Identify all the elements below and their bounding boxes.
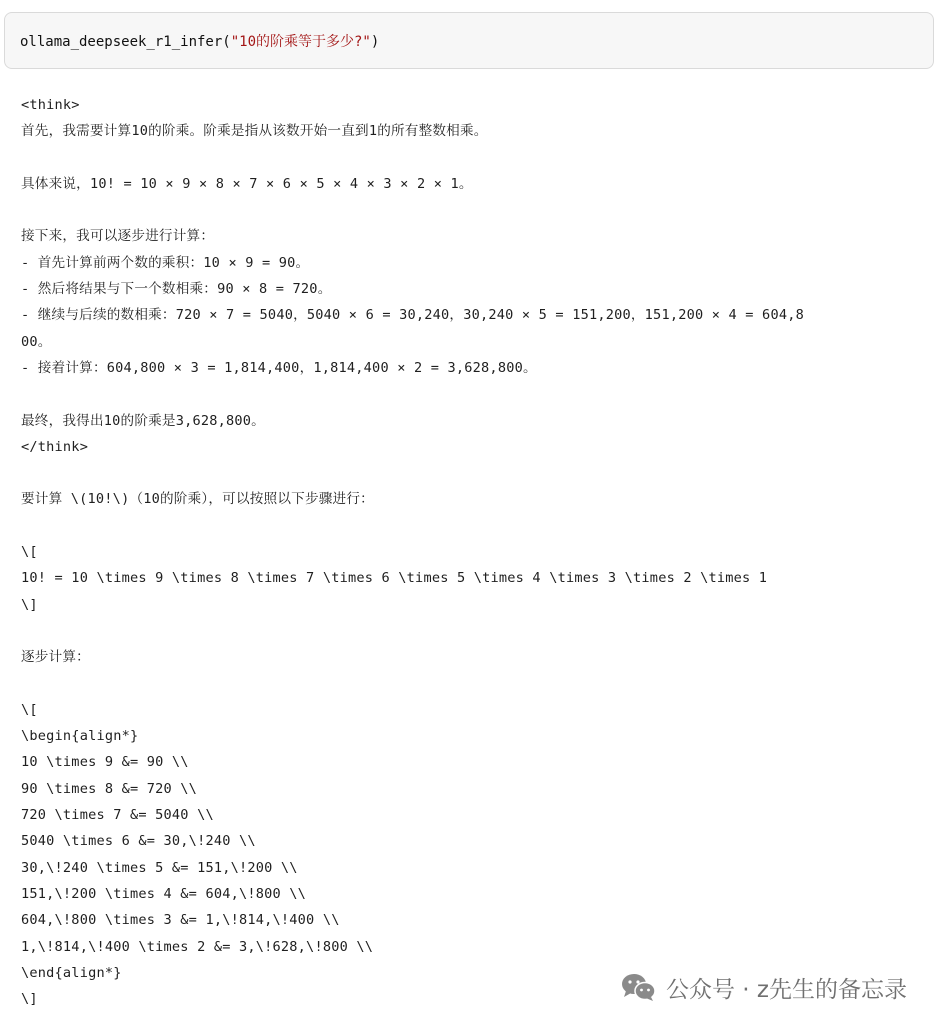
- output-line: \[: [21, 544, 38, 561]
- output-line: 最终，我得出10的阶乘是3,628,800。: [21, 412, 265, 429]
- cell-output: [21, 92, 931, 1012]
- output-line: [21, 145, 931, 171]
- output-line: 逐步计算：: [21, 649, 90, 666]
- output-line: 151,\!200 \times 4 &= 604,\!800 \\: [21, 885, 307, 902]
- output-line: [21, 381, 931, 407]
- output-line: \[: [21, 701, 38, 718]
- output-line: </think>: [21, 438, 89, 455]
- output-line: 要计算 \(10!\)（10的阶乘），可以按照以下步骤进行：: [21, 491, 374, 508]
- watermark: [620, 970, 907, 1004]
- output-line: - 接着计算：604,800 × 3 = 1,814,400，1,814,400 × 2 = 3,628,800。: [21, 359, 537, 376]
- watermark-text: 公众号 · z先生的备忘录: [665, 976, 907, 1003]
- code-string-argument: "10的阶乘等于多少?": [230, 34, 371, 50]
- output-line: 5040 \times 6 &= 30,\!240 \\: [21, 833, 256, 850]
- output-line: 604,\!800 \times 3 &= 1,\!814,\!400 \\: [21, 912, 340, 929]
- code-close-paren: ): [370, 34, 380, 50]
- output-line: [21, 618, 931, 644]
- output-line: 30,\!240 \times 5 &= 151,\!200 \\: [21, 859, 298, 876]
- code-input-line[interactable]: [20, 33, 379, 51]
- output-line: <think>: [21, 97, 80, 113]
- output-line: - 然后将结果与下一个数相乘：90 × 8 = 720。: [21, 281, 332, 298]
- output-line: [21, 513, 931, 539]
- output-line: [21, 671, 931, 697]
- output-line: 00。: [21, 333, 52, 350]
- output-line: \begin{align*}: [21, 728, 139, 745]
- code-function-call: ollama_deepseek_r1_infer(: [20, 34, 231, 50]
- output-line: - 首先计算前两个数的乘积：10 × 9 = 90。: [21, 254, 310, 271]
- output-line: [21, 460, 931, 486]
- output-line: [21, 197, 931, 223]
- output-line: \]: [21, 991, 38, 1008]
- output-line: \]: [21, 596, 38, 613]
- output-line: 10 \times 9 &= 90 \\: [21, 754, 189, 771]
- code-cell[interactable]: [4, 12, 934, 69]
- output-line: 首先，我需要计算10的阶乘。阶乘是指从该数开始一直到1的所有整数相乘。: [21, 123, 488, 140]
- output-line: \end{align*}: [21, 964, 122, 981]
- output-line: 10! = 10 \times 9 \times 8 \times 7 \times 6 \times 5 \times 4 \times 3 \times 2 \times 1: [21, 570, 768, 587]
- output-line: 90 \times 8 &= 720 \\: [21, 780, 198, 797]
- output-line: 720 \times 7 &= 5040 \\: [21, 807, 214, 824]
- output-line: 具体来说，10! = 10 × 9 × 8 × 7 × 6 × 5 × 4 × 3 × 2 × 1。: [21, 175, 473, 192]
- output-line: 1,\!814,\!400 \times 2 &= 3,\!628,\!800 \\: [21, 938, 374, 955]
- wechat-icon: [620, 972, 656, 1002]
- output-line: 接下来，我可以逐步进行计算：: [21, 228, 215, 245]
- output-line: - 继续与后续的数相乘：720 × 7 = 5040，5040 × 6 = 30,240，30,240 × 5 = 151,200，151,200 × 4 = 604,8: [21, 307, 804, 324]
